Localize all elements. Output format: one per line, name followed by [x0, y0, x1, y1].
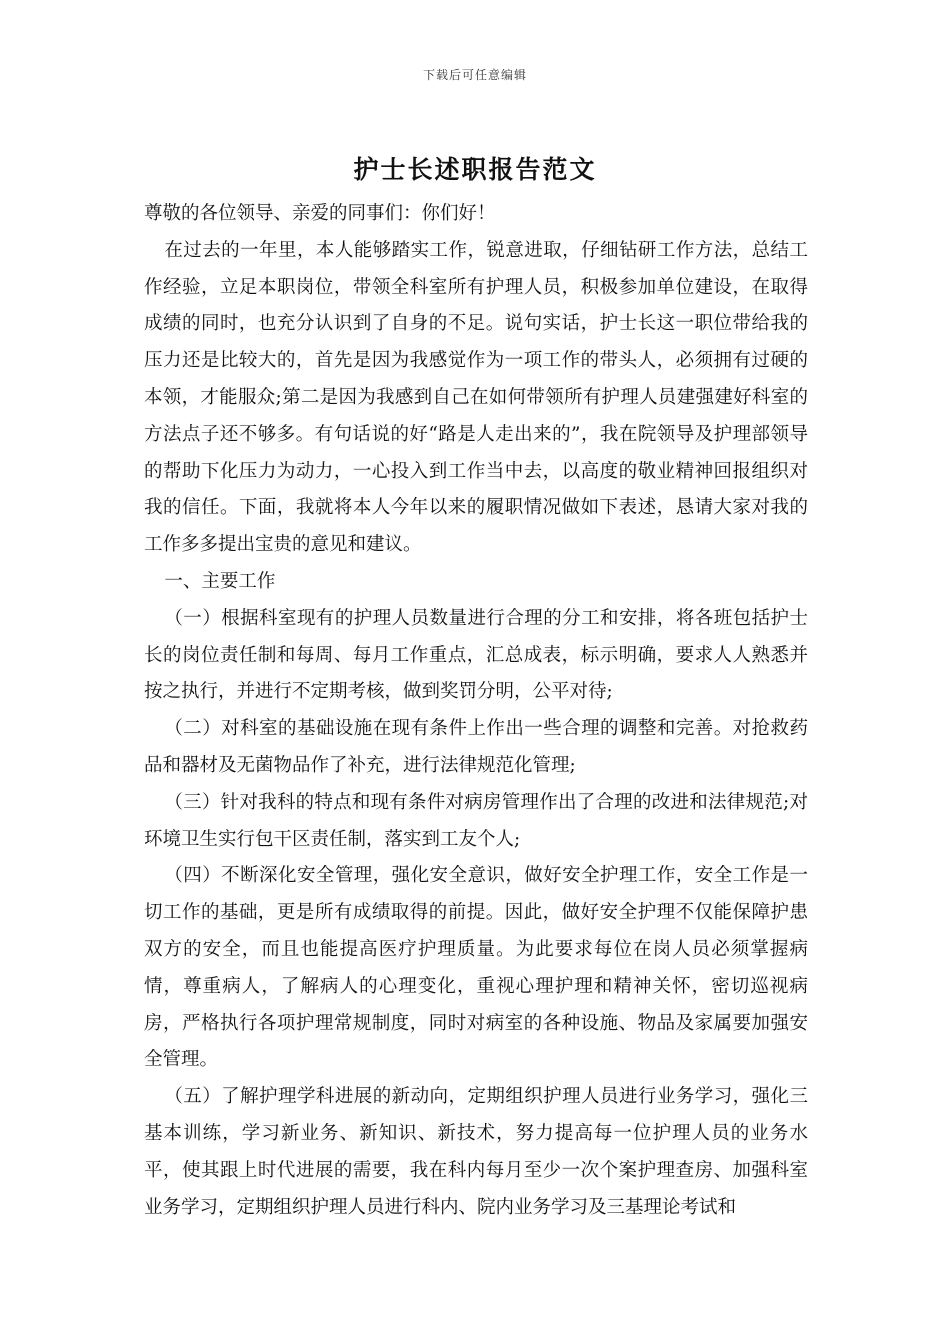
document-body — [144, 196, 808, 1226]
paragraph-item-2: （二）对科室的基础设施在现有条件上作出一些合理的调整和完善。对抢救药品和器材及无菌物品作了补充，进行法律规范化管理; — [144, 718, 808, 776]
page-title: 护士长述职报告范文 — [353, 155, 597, 184]
section-heading-main-work: 一、主要工作 — [164, 570, 276, 592]
greeting: 尊敬的各位领导、亲爱的同事们：你们好！ — [144, 203, 496, 224]
paragraph-item-1: （一）根据科室现有的护理人员数量进行合理的分工和安排，将各班包括护士长的岗位责任制和每周、每月工作重点，汇总成表，标示明确，要求人人熟悉并按之执行，并进行不定期考核，做到奖罚分明，公平对待; — [144, 607, 808, 703]
paragraph-item-5: （五）了解护理学科进展的新动向，定期组织护理人员进行业务学习，强化三基本训练，学习新业务、新知识、新技术，努力提高每一位护理人员的业务水平，使其跟上时代进展的需要，我在科内每月至少一次个案护理查房、加强科室业务学习，定期组织护理人员进行科内、院内业务学习及三基理论考试和 — [144, 1086, 808, 1218]
paragraph-item-3: （三）针对我科的特点和现有条件对病房管理作出了合理的改进和法律规范;对环境卫生实行包干区责任制，落实到工友个人; — [144, 791, 808, 850]
header-note: 下载后可任意编辑 — [422, 68, 527, 82]
paragraph-intro: 在过去的一年里，本人能够踏实工作，锐意进取，仔细钻研工作方法，总结工作经验，立足本职岗位，带领全科室所有护理人员，积极参加单位建设，在取得成绩的同时，也充分认识到了自身的不足。说句实话，护士长这一职位带给我的压力还是比较大的，首先是因为我感觉作为一项工作的带头人，必须拥有过硬的本领，才能服众;第二是因为我感到自己在如何带领所有护理人员建强建好科室的方法点子还不够多。有句话说的好“路是人走出来的”，我在院领导及护理部领导的帮助下化压力为动力，一心投入到工作当中去，以高度的敬业精神回报组织对我的信任。下面，我就将本人今年以来的履职情况做如下表述，恳请大家对我的工作多多提出宝贵的意见和建议。 — [144, 239, 808, 556]
paragraph-item-4: （四）不断深化安全管理，强化安全意识，做好安全护理工作，安全工作是一切工作的基础，更是所有成绩取得的前提。因此，做好安全护理不仅能保障护患双方的安全，而且也能提高医疗护理质量。为此要求每位在岗人员必须掌握病情，尊重病人，了解病人的心理变化，重视心理护理和精神关怀，密切巡视病房，严格执行各项护理常规制度，同时对病室的各种设施、物品及家属要加强安全管理。 — [144, 865, 808, 1071]
